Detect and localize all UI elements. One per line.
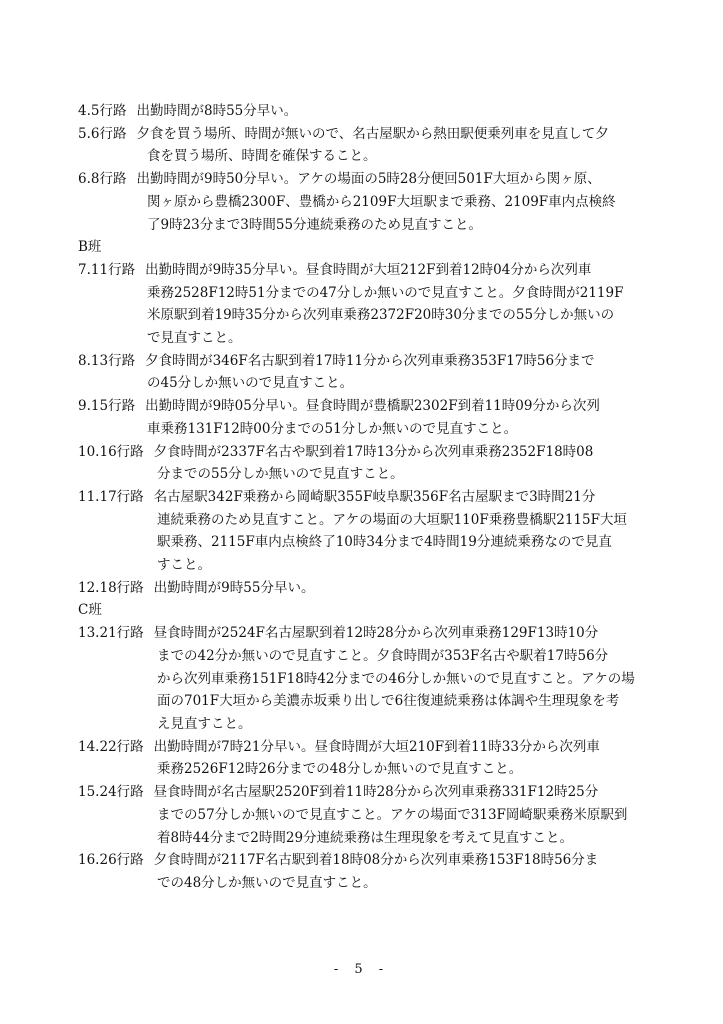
list-item [78, 849, 658, 894]
section-heading-c: C班 [78, 602, 102, 619]
item-label: 21行路 [99, 625, 144, 642]
item-label: 6行路 [90, 125, 127, 142]
item-text: 夕食時間が346F名古駅到着17時11分から次列車乗務353F17時56分まで [145, 352, 595, 369]
item-number: 12. [78, 579, 100, 596]
item-label: 11行路 [90, 261, 136, 278]
item-text: 駅乗務、2115F車内点検終了10時34分まで4時間19分連続乗務なので見直 [157, 534, 612, 551]
item-text: 了9時23分まで3時間55分連続乗務のため見直すこと。 [147, 216, 483, 233]
item-label: 16行路 [99, 443, 144, 460]
item-number: 4. [78, 103, 91, 119]
item-label: 22行路 [99, 738, 144, 755]
item-number: 8. [78, 352, 91, 369]
item-number: 14. [78, 738, 100, 755]
item-text: 車乗務131F12時00分までの51分しか無いので見直すこと。 [147, 420, 518, 437]
list-item [78, 168, 658, 236]
list-item [78, 441, 658, 486]
item-text: 食を買う場所、時間を確保すること。 [147, 148, 377, 165]
item-label: 18行路 [99, 579, 144, 596]
item-text: 出勤時間が8時55分早い。 [136, 103, 298, 119]
list-item [78, 100, 658, 123]
item-text: 昼食時間が名古屋駅2520F到着11時28分から次列車乗務331F12時25分 [153, 784, 599, 801]
item-text: から次列車乗務151F18時42分までの46分しか無いので見直すこと。アケの場 [157, 670, 635, 687]
item-text: で見直すこと。 [147, 330, 242, 347]
item-label: 8行路 [90, 171, 127, 188]
item-number: 6. [78, 171, 91, 188]
item-text: え見直すこと。 [157, 715, 252, 732]
item-text: 分までの55分しか無いので見直すこと。 [157, 466, 404, 483]
item-label: 17行路 [99, 488, 144, 505]
document-body [78, 100, 658, 895]
list-item [78, 577, 658, 600]
item-label: 15行路 [90, 398, 136, 415]
item-label: 5行路 [90, 103, 127, 119]
item-number: 15. [78, 784, 100, 801]
item-text: 夕食時間が2117F名古駅到着18時08分から次列車乗務153F18時56分ま [153, 852, 599, 869]
list-item [78, 259, 658, 350]
item-text: 出勤時間が9時50分早い。アケの場面の5時28分便回501F大垣から関ヶ原、 [136, 171, 601, 188]
item-text: 出勤時間が9時55分早い。 [153, 579, 315, 596]
item-text: 名古屋駅342F乗務から岡崎駅355F岐阜駅356F名古屋駅まで3時間21分 [153, 488, 596, 505]
item-label: 24行路 [99, 784, 144, 801]
item-text: までの42分か無いので見直すこと。夕食時間が353F名古や駅着17時56分 [157, 647, 609, 664]
item-text: の45分しか無いので見直すこと。 [147, 375, 354, 392]
list-item [78, 123, 658, 168]
item-text: での48分しか無いので見直すこと。 [157, 874, 377, 891]
item-text: 昼食時間が2524F名古屋駅到着12時28分から次列車乗務129F13時10分 [153, 625, 599, 642]
item-text: 夕食時間が2337F名古や駅到着17時13分から次列車乗務2352F18時08 [153, 443, 594, 460]
item-text: までの57分しか無いので見直すこと。アケの場面で313F岡崎駅乗務米原駅到 [157, 806, 628, 823]
list-item [78, 350, 658, 395]
page-number: - 5 - [333, 962, 390, 977]
item-number: 5. [78, 125, 91, 142]
item-text: 出勤時間が7時21分早い。昼食時間が大垣210F到着11時33分から次列車 [153, 738, 600, 755]
section-heading-b: B班 [78, 239, 102, 256]
item-text: 出勤時間が9時05分早い。昼食時間が豊橋駅2302F到着11時09分から次列 [145, 398, 600, 415]
item-number: 16. [78, 852, 100, 869]
item-text: 関ヶ原から豊橋2300F、豊橋から2109F大垣駅まで乗務、2109F車内点検終 [147, 193, 616, 210]
list-item [78, 622, 658, 736]
item-text: 乗務2528F12時51分までの47分しか無いので見直すこと。夕食時間が2119F [147, 284, 624, 301]
item-text: 出勤時間が9時35分早い。昼食時間が大垣212F到着12時04分から次列車 [145, 261, 592, 278]
item-text: 着8時44分まで2時間29分連続乗務は生理現象を考えて見直すこと。 [157, 829, 574, 846]
item-number: 10. [78, 443, 100, 460]
item-number: 9. [78, 398, 91, 415]
item-label: 26行路 [99, 852, 144, 869]
item-number: 13. [78, 625, 100, 642]
item-text: 面の701F大垣から美濃赤坂乗り出しで6往復連続乗務は体調や生理現象を考 [157, 693, 620, 710]
list-item [78, 395, 658, 440]
list-item [78, 781, 658, 849]
list-item [78, 486, 658, 577]
item-text: 米原駅到着19時35分から次列車乗務2372F20時30分までの55分しか無いの [147, 307, 615, 324]
item-text: 連続乗務のため見直すこと。アケの場面の大垣駅110F乗務豊橋駅2115F大垣 [157, 511, 627, 528]
item-number: 11. [78, 488, 100, 505]
item-label: 13行路 [90, 352, 136, 369]
item-text: すこと。 [157, 557, 211, 574]
item-number: 7. [78, 261, 91, 278]
item-text: 夕食を買う場所、時間が無いので、名古屋駅から熱田駅便乗列車を見直して夕 [136, 125, 609, 142]
list-item [78, 736, 658, 781]
item-text: 乗務2526F12時26分までの48分しか無いので見直すこと。 [157, 761, 523, 778]
